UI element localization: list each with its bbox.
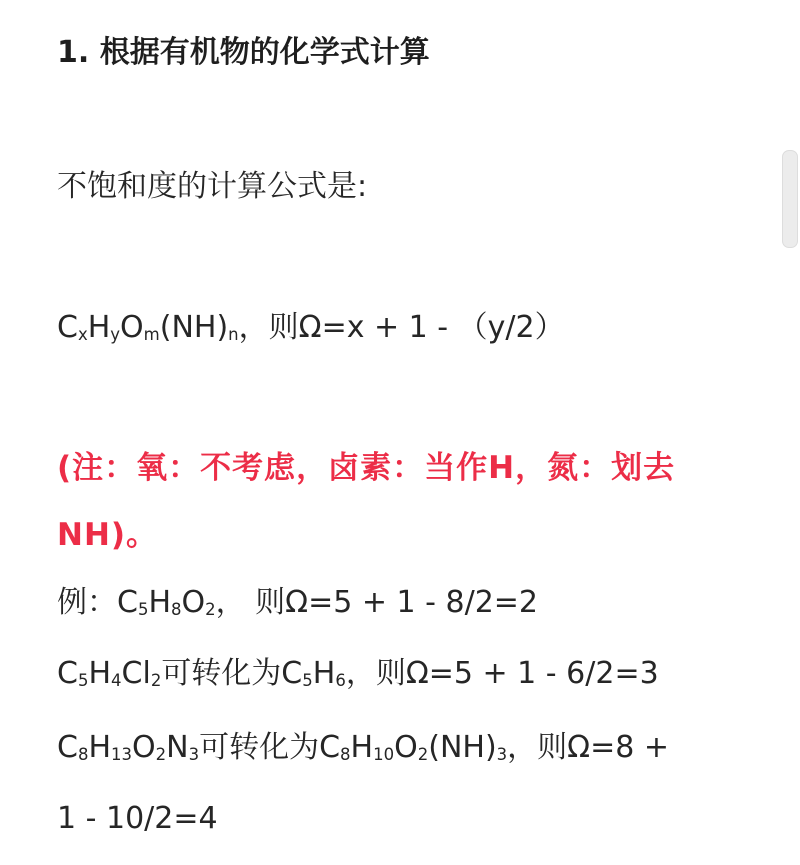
formula-subscript: 5 [77,670,89,690]
formula-subscript: m [143,324,160,344]
example-3-continuation: 1 - 10/2=4 [57,801,218,836]
formula-text: O [394,730,418,765]
note-line-2: NH)。 [57,517,159,553]
formula-text: O [132,730,156,765]
formula-subscript: n [228,324,239,344]
formula-text: C [57,730,78,765]
formula-text: H [350,730,374,765]
formula-text: ，则Ω=x + 1 - （y/2） [238,310,565,345]
formula-text: 可转化为C [161,656,303,691]
formula-subscript: 4 [111,670,122,690]
formula-subscript: 2 [205,599,216,619]
formula-text: C [57,656,78,691]
formula-text: H [87,310,111,345]
formula-intro: 不饱和度的计算公式是: [57,169,368,204]
formula-text: H [88,656,112,691]
formula-text: ，则Ω=8 + [507,730,669,765]
formula-subscript: 2 [417,744,429,764]
section-title: 1. 根据有机物的化学式计算 [57,35,430,70]
formula-text: (NH) [159,310,229,345]
formula-subscript: 13 [111,744,133,764]
example-1 [57,585,539,620]
formula-text: N [166,730,189,765]
note-line-1: (注：氧：不考虑，卤素：当作H，氮：划去 [57,450,676,486]
formula-text: C [57,310,78,345]
formula-subscript: 10 [373,744,395,764]
formula-subscript: y [110,324,121,344]
formula-text: ， 则Ω=5 + 1 - 8/2=2 [215,585,539,620]
formula-text: (NH) [428,730,497,765]
formula-subscript: 8 [340,744,351,764]
formula-text: 例：C [57,585,138,620]
general-formula [57,310,565,345]
formula-subscript: 8 [77,744,89,764]
formula-subscript: 2 [155,744,167,764]
formula-subscript: 5 [137,599,149,619]
formula-text: Cl [121,656,151,691]
formula-subscript: 3 [188,744,200,764]
formula-subscript: 6 [335,670,346,690]
formula-text: H [88,730,112,765]
formula-text: H [148,585,172,620]
formula-text: ，则Ω=5 + 1 - 6/2=3 [345,656,659,691]
formula-subscript: 8 [171,599,182,619]
formula-text: O [120,310,144,345]
scrollbar[interactable] [782,150,798,248]
formula-text: O [181,585,206,620]
formula-subscript: 2 [150,670,162,690]
formula-subscript: 3 [496,744,508,764]
formula-text: H [312,656,336,691]
formula-text: 可转化为C [199,730,341,765]
formula-subscript: 5 [302,670,313,690]
example-3 [57,730,669,765]
example-2 [57,656,659,691]
formula-subscript: x [77,324,88,344]
